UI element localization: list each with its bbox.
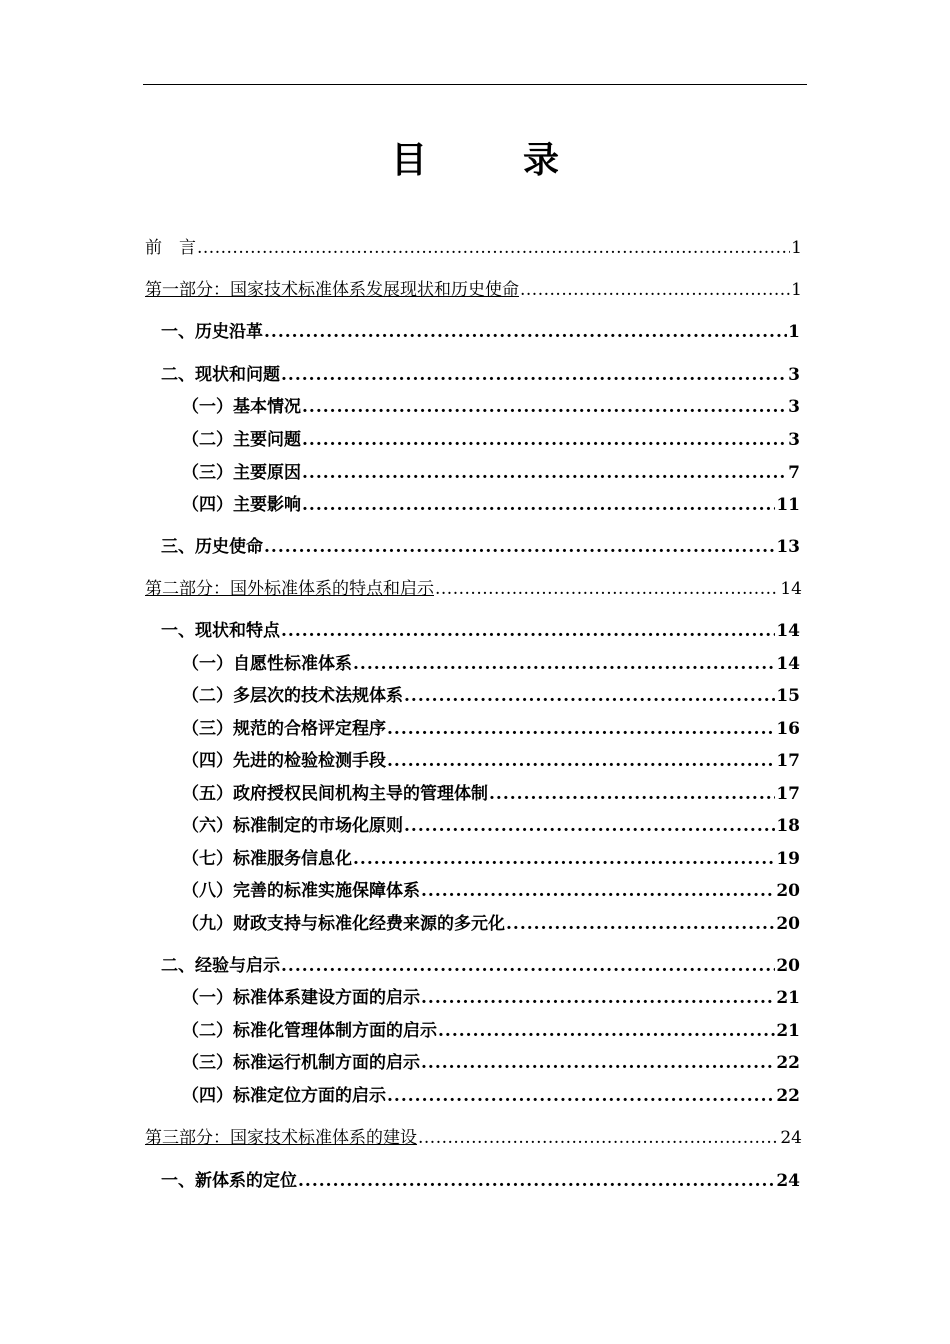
toc-entry-page: 13 [776,537,800,557]
toc-entry-page: 24 [776,1171,800,1191]
toc-entry-label: （一）基本情况 [182,397,301,417]
toc-entry-label: 第三部分：国家技术标准体系的建设 [145,1128,417,1148]
toc-entry-label: （六）标准制定的市场化原则 [182,816,403,836]
toc-leader-dots [418,1127,779,1149]
toc-entry-label: （一）标准体系建设方面的启示 [182,988,420,1008]
toc-entry-label: （四）先进的检验检测手段 [182,751,386,771]
toc-entry[interactable] [182,494,800,516]
toc-entry[interactable] [182,718,800,740]
toc-leader-dots [435,578,779,600]
toc-entry[interactable] [182,1085,800,1107]
toc-entry-label: 前 言 [145,238,196,258]
toc-entry[interactable] [182,429,800,451]
toc-entry-label: 一、历史沿革 [161,322,263,342]
toc-entry-label: （四）主要影响 [182,495,301,515]
toc-entry[interactable] [145,279,802,301]
toc-leader-dots [404,685,775,707]
page-title: 目 录 [390,139,589,181]
toc-entry-label: （四）标准定位方面的启示 [182,1086,386,1106]
toc-entry-label: （二）主要问题 [182,430,301,450]
toc-leader-dots [353,653,775,675]
toc-entry-label: 二、经验与启示 [161,956,280,976]
toc-entry-label: （三）标准运行机制方面的启示 [182,1053,420,1073]
toc-entry[interactable] [161,536,800,558]
toc-entry-page: 1 [791,238,802,258]
toc-entry[interactable] [182,750,800,772]
toc-entry[interactable] [182,848,800,870]
toc-entry-label: （七）标准服务信息化 [182,849,352,869]
toc-entry-page: 11 [776,495,800,515]
toc-entry-page: 19 [776,849,800,869]
toc-entry-page: 22 [776,1086,800,1106]
toc-entry-label: （八）完善的标准实施保障体系 [182,881,420,901]
toc-entry-page: 17 [776,784,800,804]
toc-entry-page: 22 [776,1053,800,1073]
toc-leader-dots [421,987,775,1009]
toc-entry-page: 16 [776,719,800,739]
toc-entry-label: （九）财政支持与标准化经费来源的多元化 [182,914,505,934]
toc-leader-dots [421,880,775,902]
toc-entry-label: （五）政府授权民间机构主导的管理体制 [182,784,488,804]
toc-entry-page: 14 [776,621,800,641]
toc-entry[interactable] [182,462,800,484]
toc-entry-page: 3 [788,365,800,385]
toc-leader-dots [302,494,775,516]
toc-entry[interactable] [145,1127,802,1149]
toc-entry-label: （三）规范的合格评定程序 [182,719,386,739]
toc-entry[interactable] [145,237,802,259]
toc-entry-page: 3 [788,397,800,417]
toc-leader-dots [387,1085,775,1107]
toc-entry-page: 18 [776,816,800,836]
toc-entry[interactable] [182,396,800,418]
toc-entry-label: 第二部分：国外标准体系的特点和启示 [145,579,434,599]
toc-leader-dots [387,750,775,772]
toc-leader-dots [489,783,775,805]
toc-entry-label: 一、新体系的定位 [161,1171,297,1191]
toc-entry-page: 21 [776,988,800,1008]
toc-entry-page: 3 [788,430,800,450]
toc-entry[interactable] [161,620,800,642]
toc-entry[interactable] [161,364,800,386]
toc-entry[interactable] [161,955,800,977]
toc-entry[interactable] [182,1052,800,1074]
toc-entry[interactable] [182,685,800,707]
toc-leader-dots [197,237,790,259]
toc-entry-page: 17 [776,751,800,771]
toc-leader-dots [387,718,775,740]
toc-entry[interactable] [182,815,800,837]
toc-entry-page: 21 [776,1021,800,1041]
toc-entry-page: 14 [776,654,800,674]
toc-entry-label: 三、历史使命 [161,537,263,557]
toc-entry[interactable] [145,578,802,600]
toc-entry-label: 一、现状和特点 [161,621,280,641]
toc-entry-page: 15 [776,686,800,706]
toc-entry-page: 20 [776,956,800,976]
toc-leader-dots [438,1020,775,1042]
toc-entry-label: （一）自愿性标准体系 [182,654,352,674]
toc-leader-dots [281,955,775,977]
toc-entry[interactable] [161,1170,800,1192]
toc-entry-page: 1 [791,280,802,300]
toc-entry[interactable] [182,1020,800,1042]
toc-entry-page: 20 [776,914,800,934]
toc-entry-label: （二）多层次的技术法规体系 [182,686,403,706]
toc-entry[interactable] [161,321,800,343]
toc-leader-dots [281,364,787,386]
toc-leader-dots [302,396,787,418]
toc-entry-label: 二、现状和问题 [161,365,280,385]
toc-leader-dots [281,620,775,642]
toc-entry-page: 14 [780,579,802,599]
toc-leader-dots [520,279,790,301]
toc-entry-label: （三）主要原因 [182,463,301,483]
toc-leader-dots [302,462,787,484]
toc-entry[interactable] [182,653,800,675]
toc-entry[interactable] [182,987,800,1009]
toc-entry[interactable] [182,913,800,935]
toc-leader-dots [302,429,787,451]
toc-entry[interactable] [182,783,800,805]
toc-entry-page: 24 [780,1128,802,1148]
toc-leader-dots [506,913,775,935]
toc-entry-label: （二）标准化管理体制方面的启示 [182,1021,437,1041]
toc-leader-dots [264,536,775,558]
toc-entry-label: 第一部分：国家技术标准体系发展现状和历史使命 [145,280,519,300]
toc-entry-page: 7 [788,463,800,483]
toc-leader-dots [404,815,775,837]
toc-leader-dots [353,848,775,870]
toc-entry-page: 20 [776,881,800,901]
toc-leader-dots [264,321,787,343]
toc-leader-dots [421,1052,775,1074]
toc-leader-dots [298,1170,775,1192]
toc-entry-page: 1 [788,322,800,342]
toc-entry[interactable] [182,880,800,902]
